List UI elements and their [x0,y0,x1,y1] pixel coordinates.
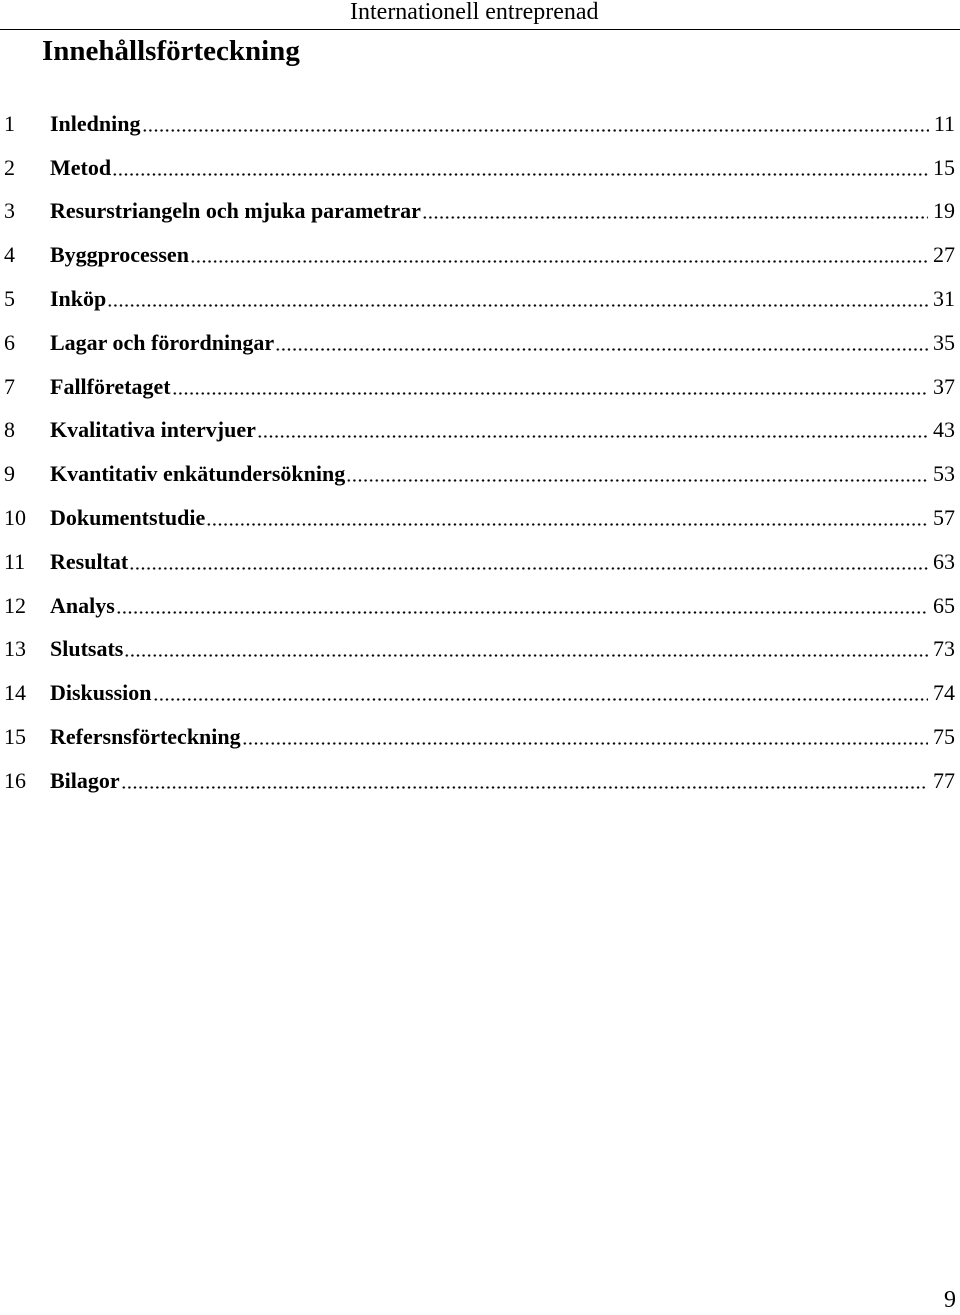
toc-entry [0,628,960,672]
toc-entry-title: Resultat [50,548,129,574]
toc-entry [0,233,960,277]
toc-dot-leader [129,567,928,570]
toc-list [0,102,960,803]
toc-entry-link[interactable] [50,277,955,321]
toc-entry-number: 6 [4,329,15,355]
toc-entry [0,452,960,496]
toc-entry-page: 75 [933,724,955,750]
toc-entry-page: 73 [933,636,955,662]
toc-entry-title: Fallföretaget [50,373,171,399]
running-header: Internationell entreprenad [350,0,599,25]
toc-entry-number: 8 [4,417,15,443]
toc-entry [0,321,960,365]
toc-entry-link[interactable] [50,715,955,759]
toc-entry-title: Kvantitativ enkätundersökning [50,461,346,487]
toc-entry-number: 3 [4,198,15,224]
toc-entry-page: 74 [933,680,955,706]
toc-entry-page: 11 [933,110,955,136]
toc-dot-leader [346,479,928,482]
toc-entry-title: Inköp [50,286,107,312]
toc-entry-title: Refersnsförteckning [50,724,241,750]
toc-entry-link[interactable] [50,496,955,540]
toc-entry-number: 16 [4,767,26,793]
toc-entry-number: 12 [4,592,26,618]
toc-entry-number: 7 [4,373,15,399]
header-rule [0,29,960,30]
toc-entry-title: Slutsats [50,636,124,662]
toc-entry-number: 15 [4,724,26,750]
toc-entry-number: 11 [4,548,26,574]
toc-entry-title: Diskussion [50,680,152,706]
toc-dot-leader [153,698,928,701]
toc-dot-leader [206,523,928,526]
toc-entry-link[interactable] [50,409,955,453]
toc-entry-link[interactable] [50,321,955,365]
toc-entry-page: 27 [933,242,955,268]
toc-dot-leader [275,348,928,351]
toc-entry [0,277,960,321]
toc-entry [0,496,960,540]
page-number: 9 [944,1287,956,1313]
toc-entry-page: 15 [933,154,955,180]
toc-entry [0,584,960,628]
toc-entry [0,146,960,190]
toc-entry-title: Analys [50,592,115,618]
toc-entry-link[interactable] [50,671,955,715]
toc-entry-link[interactable] [50,540,955,584]
toc-entry-page: 57 [933,505,955,531]
toc-entry-link[interactable] [50,102,955,146]
toc-dot-leader [172,392,928,395]
toc-entry-link[interactable] [50,233,955,277]
toc-entry-page: 65 [933,592,955,618]
toc-dot-leader [190,260,928,263]
toc-entry-title: Resurstriangeln och mjuka parametrar [50,198,421,224]
toc-entry-link[interactable] [50,452,955,496]
toc-entry-number: 10 [4,505,26,531]
toc-dot-leader [124,654,928,657]
toc-entry-title: Metod [50,154,112,180]
toc-entry-title: Kvalitativa intervjuer [50,417,256,443]
toc-entry-link[interactable] [50,190,955,234]
toc-entry-number: 4 [4,242,15,268]
toc-dot-leader [107,304,928,307]
toc-entry-number: 2 [4,154,15,180]
toc-entry-link[interactable] [50,146,955,190]
toc-entry-title: Lagar och förordningar [50,329,275,355]
toc-entry [0,365,960,409]
toc-entry-link[interactable] [50,365,955,409]
toc-entry-number: 1 [4,110,15,136]
toc-dot-leader [116,611,928,614]
toc-entry-title: Dokumentstudie [50,505,206,531]
toc-entry [0,759,960,803]
toc-entry-page: 77 [933,767,955,793]
toc-entry-page: 53 [933,461,955,487]
toc-entry-page: 35 [933,329,955,355]
toc-entry-link[interactable] [50,759,955,803]
toc-entry-number: 14 [4,680,26,706]
toc-entry-page: 19 [933,198,955,224]
toc-dot-leader [242,742,928,745]
toc-entry-link[interactable] [50,628,955,672]
toc-entry-link[interactable] [50,584,955,628]
toc-entry [0,715,960,759]
toc-dot-leader [422,216,928,219]
toc-entry-title: Byggprocessen [50,242,189,268]
toc-entry-title: Bilagor [50,767,120,793]
toc-dot-leader [121,786,928,789]
toc-dot-leader [142,129,929,132]
toc-dot-leader [112,173,928,176]
toc-entry [0,190,960,234]
toc-entry-page: 31 [933,286,955,312]
toc-entry-number: 9 [4,461,15,487]
toc-entry-page: 43 [933,417,955,443]
toc-entry-page: 63 [933,548,955,574]
toc-entry-number: 13 [4,636,26,662]
toc-heading: Innehållsförteckning [42,35,300,67]
toc-entry [0,409,960,453]
toc-entry [0,540,960,584]
toc-dot-leader [257,435,928,438]
toc-entry [0,102,960,146]
toc-entry [0,671,960,715]
toc-entry-title: Inledning [50,110,141,136]
toc-entry-page: 37 [933,373,955,399]
toc-entry-number: 5 [4,286,15,312]
